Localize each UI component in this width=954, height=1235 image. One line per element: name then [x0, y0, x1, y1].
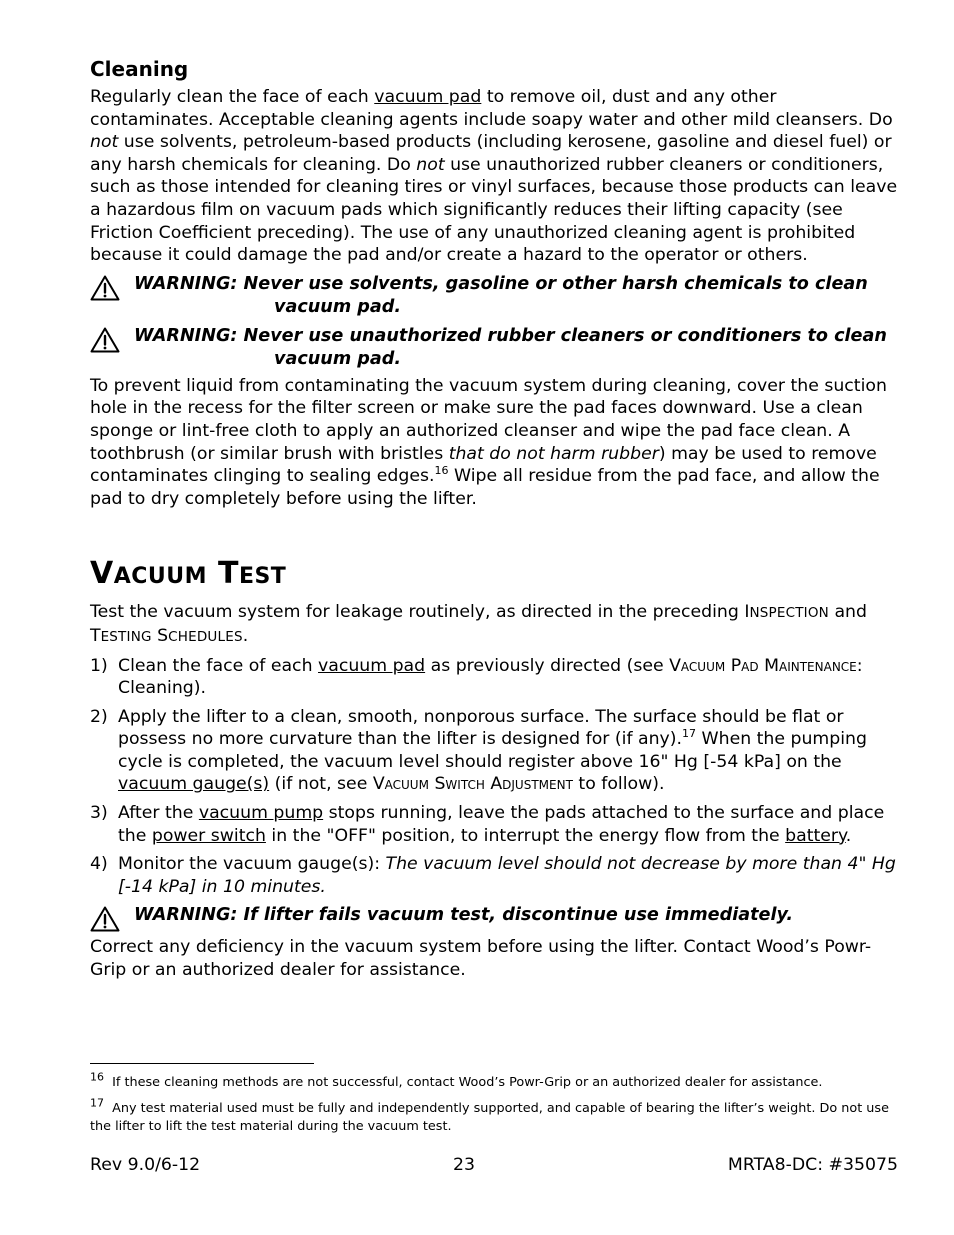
warning-text: Never use solvents, gasoline or other harsh chemicals to clean	[237, 273, 868, 294]
text: Wipe all residue from the pad face, and allow the pad to dry completely before using the lifter.	[90, 466, 880, 509]
cleaning-paragraph-1	[90, 86, 900, 267]
warning-label: WARNING:	[134, 905, 238, 926]
text: Monitor the vacuum gauge(s):	[118, 854, 386, 875]
heading-cap: V	[90, 556, 114, 592]
text: use unauthorized rubber cleaners or conditioners, such as those intended for cleaning tires or vinyl surfaces, because those products can leave a hazardous film on vacuum pads which significantly reduces their lifting capacity (see Friction Coefficient preceding). The use of any unauthorized cleaning agent is prohibited because it could damage the pad and/or create a hazard to the operator or others.	[90, 154, 898, 266]
footnote-16	[90, 1070, 900, 1092]
footnotes	[90, 1070, 900, 1144]
footnote-divider	[90, 1063, 314, 1064]
battery-link[interactable]: battery	[785, 825, 846, 846]
text: After the	[118, 803, 199, 824]
text: use solvents, petroleum-based products (including kerosene, gasoline and diesel fuel) or any harsh chemicals for cleaning. Do	[90, 132, 892, 175]
text: and	[828, 602, 867, 623]
text: as previously directed (see	[425, 655, 670, 676]
vacuum-test-heading	[90, 556, 900, 595]
vacuum-test-intro	[90, 601, 900, 648]
cleaning-heading: Cleaning	[90, 57, 189, 81]
list-item	[90, 853, 900, 898]
text: Regularly clean the face of each	[90, 87, 375, 107]
list-item	[90, 706, 900, 796]
ref-smallcaps: NSPECTION	[749, 605, 829, 622]
vacuum-pad-link[interactable]: vacuum pad	[374, 87, 482, 107]
footnote-text: Any test material used must be fully and independently supported, and capable of bearing the lifter’s weight. Do not use the lifter to lift the test material during the vacuum test.	[90, 1101, 889, 1134]
text: Clean the face of each	[118, 655, 319, 676]
revision-label: Rev 9.0/6-12	[90, 1155, 201, 1175]
vacuum-test-steps	[90, 655, 900, 899]
heading-smallcaps: ACUUM	[113, 564, 208, 590]
warning-triangle-icon	[90, 327, 120, 353]
text: To prevent liquid from contaminating the vacuum system during cleaning, cover the suction hole in the recess for the filter screen or make sure the pad faces downward. Use a clean sponge or lint-free cloth to apply an authorized cleanser and wipe the pad face clean. A toothbrush (or similar brush with bristles	[90, 375, 887, 464]
footnote-17	[90, 1096, 900, 1136]
text: stops running, leave the pads attached to the surface and place the	[118, 803, 885, 846]
vacuum-pump-link[interactable]: vacuum pump	[198, 803, 324, 824]
text: Apply the lifter to a clean, smooth, nonporous surface. The surface should be flat or possess no more curvature than the lifter is designed for (if any).	[118, 706, 844, 750]
text: to remove oil, dust and any other contaminates. Acceptable cleaning agents include soapy water and other mild cleansers. Do	[90, 87, 893, 130]
page-number: 23	[453, 1155, 476, 1175]
heading-cap: T	[217, 556, 239, 592]
ref-smallcaps: CHEDULES	[168, 628, 243, 645]
text: to follow).	[572, 774, 665, 795]
heading-smallcaps: EST	[238, 564, 287, 590]
vacuum-pad-link[interactable]: vacuum pad	[318, 655, 426, 676]
vacuum-test-closing: Correct any deficiency in the vacuum system before using the lifter. Contact Wood’s Powr-Grip or an authorized dealer for assistance.	[90, 937, 872, 981]
text: .	[845, 825, 852, 846]
text: When the pumping cycle is completed, the vacuum level should register above 16" Hg [-54 kPa] on the	[118, 729, 867, 772]
warning-text: If lifter fails vacuum test, discontinue use immediately.	[237, 905, 794, 926]
ref-cap: T	[90, 625, 101, 646]
step-number: 3)	[90, 803, 108, 824]
emphasis: that do not harm rubber	[448, 443, 659, 464]
vacuum-gauge-link[interactable]: vacuum gauge(s)	[118, 774, 270, 795]
power-switch-link[interactable]: power switch	[151, 825, 266, 846]
text: (if not, see	[269, 774, 373, 795]
step-number: 1)	[90, 655, 108, 676]
warning-rubber-cleaners	[90, 325, 900, 371]
document-page	[90, 56, 900, 982]
page-footer	[90, 1155, 898, 1175]
warning-vacuum-test	[90, 904, 900, 932]
warning-text-continued: vacuum pad.	[274, 296, 402, 317]
text: ) may be used to remove contaminates clinging to sealing edges.	[90, 443, 877, 487]
text: .	[242, 625, 249, 646]
cleaning-paragraph-2	[90, 375, 900, 511]
list-item	[90, 655, 900, 700]
warning-triangle-icon	[90, 906, 120, 932]
emphasis-not: not	[416, 154, 445, 175]
text: : Cleaning).	[118, 655, 863, 699]
footnote-number: 16	[90, 1070, 104, 1084]
emphasis: The vacuum level should not decrease by more than 4" Hg [-14 kPa] in 10 minutes.	[118, 854, 896, 897]
warning-triangle-icon	[90, 275, 120, 301]
section-ref: Vacuum Pad Maintenance	[669, 655, 857, 676]
warning-text-continued: vacuum pad.	[274, 348, 402, 369]
footnote-ref-17[interactable]: 17	[682, 727, 697, 741]
step-number: 4)	[90, 854, 108, 875]
document-id: MRTA8-DC: #35075	[727, 1155, 898, 1175]
warning-text: Never use unauthorized rubber cleaners or conditioners to clean	[237, 325, 887, 346]
footnote-text: If these cleaning methods are not successful, contact Wood’s Powr-Grip or an authorized dealer for assistance.	[112, 1075, 823, 1090]
text: Test the vacuum system for leakage routinely, as directed in the preceding	[90, 602, 745, 623]
ref-cap: S	[151, 625, 169, 646]
warning-label: WARNING:	[134, 325, 238, 346]
warning-solvents	[90, 273, 900, 319]
step-number: 2)	[90, 706, 108, 727]
emphasis-not: not	[90, 132, 119, 153]
ref-cap: I	[744, 602, 750, 623]
section-ref: Vacuum Switch Adjustment	[372, 774, 573, 795]
footnote-ref-16[interactable]: 16	[434, 464, 449, 478]
ref-smallcaps: ESTING	[100, 628, 152, 645]
warning-label: WARNING:	[134, 273, 238, 294]
text: in the "OFF" position, to interrupt the energy flow from the	[265, 825, 786, 846]
footnote-number: 17	[90, 1096, 104, 1110]
list-item	[90, 802, 900, 847]
